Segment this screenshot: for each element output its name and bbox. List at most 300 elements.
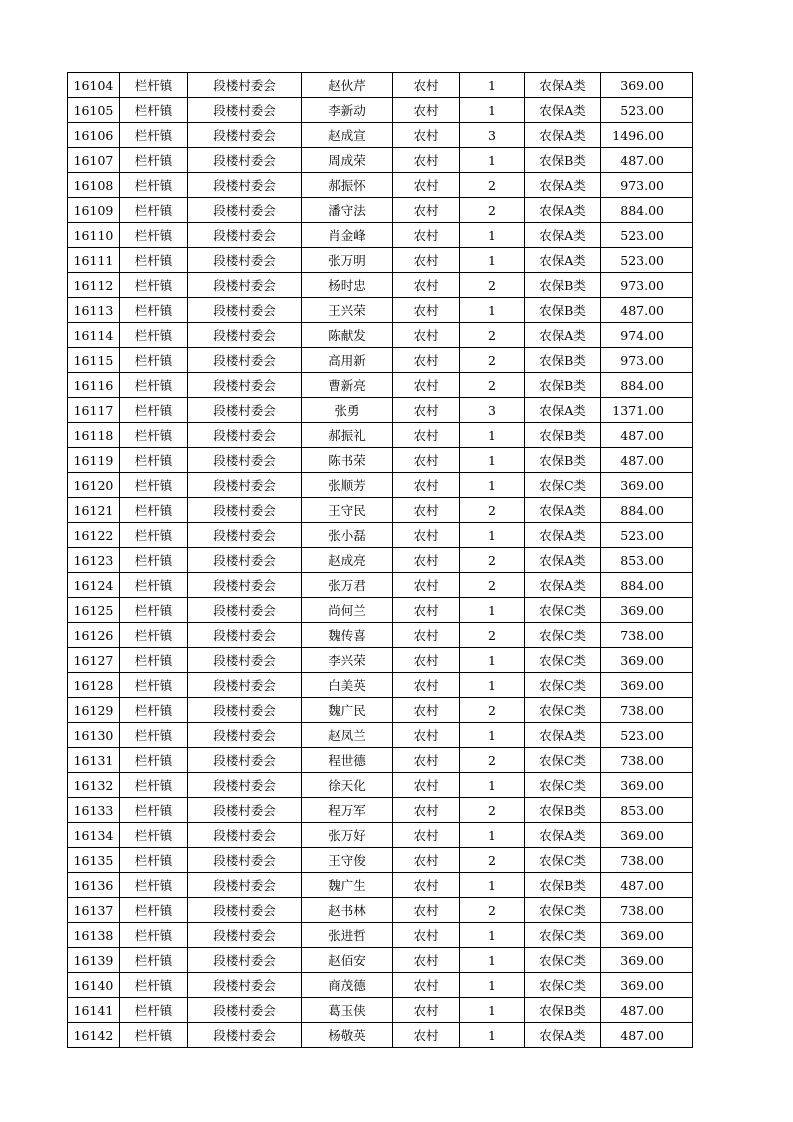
row-id-cell: 16128 — [68, 673, 120, 698]
category-cell: 农保B类 — [525, 148, 601, 173]
category-cell: 农保C类 — [525, 773, 601, 798]
village-cell: 段楼村委会 — [188, 773, 302, 798]
area-cell: 农村 — [393, 373, 460, 398]
table-row — [68, 548, 693, 573]
town-cell: 栏杆镇 — [120, 548, 188, 573]
village-cell: 段楼村委会 — [188, 223, 302, 248]
category-cell: 农保B类 — [525, 873, 601, 898]
count-cell: 1 — [460, 648, 525, 673]
count-cell: 2 — [460, 373, 525, 398]
name-cell: 尚何兰 — [302, 598, 393, 623]
name-cell: 王兴荣 — [302, 298, 393, 323]
category-cell: 农保B类 — [525, 448, 601, 473]
village-cell: 段楼村委会 — [188, 523, 302, 548]
count-cell: 1 — [460, 873, 525, 898]
amount-cell: 523.00 — [601, 248, 693, 273]
town-cell: 栏杆镇 — [120, 498, 188, 523]
village-cell: 段楼村委会 — [188, 548, 302, 573]
count-cell: 1 — [460, 998, 525, 1023]
row-id-cell: 16134 — [68, 823, 120, 848]
category-cell: 农保A类 — [525, 173, 601, 198]
area-cell: 农村 — [393, 873, 460, 898]
village-cell: 段楼村委会 — [188, 848, 302, 873]
category-cell: 农保C类 — [525, 948, 601, 973]
town-cell: 栏杆镇 — [120, 148, 188, 173]
area-cell: 农村 — [393, 448, 460, 473]
row-id-cell: 16139 — [68, 948, 120, 973]
village-cell: 段楼村委会 — [188, 148, 302, 173]
table-row — [68, 598, 693, 623]
row-id-cell: 16133 — [68, 798, 120, 823]
village-cell: 段楼村委会 — [188, 423, 302, 448]
row-id-cell: 16117 — [68, 398, 120, 423]
area-cell: 农村 — [393, 423, 460, 448]
category-cell: 农保B类 — [525, 798, 601, 823]
table-row — [68, 823, 693, 848]
name-cell: 曹新亮 — [302, 373, 393, 398]
table-row — [68, 1023, 693, 1048]
amount-cell: 738.00 — [601, 748, 693, 773]
category-cell: 农保C类 — [525, 898, 601, 923]
area-cell: 农村 — [393, 173, 460, 198]
row-id-cell: 16118 — [68, 423, 120, 448]
count-cell: 1 — [460, 823, 525, 848]
village-cell: 段楼村委会 — [188, 373, 302, 398]
table-row — [68, 748, 693, 773]
data-table — [67, 72, 693, 1048]
village-cell: 段楼村委会 — [188, 298, 302, 323]
area-cell: 农村 — [393, 623, 460, 648]
amount-cell: 853.00 — [601, 548, 693, 573]
amount-cell: 974.00 — [601, 323, 693, 348]
row-id-cell: 16129 — [68, 698, 120, 723]
name-cell: 肖金峰 — [302, 223, 393, 248]
area-cell: 农村 — [393, 98, 460, 123]
village-cell: 段楼村委会 — [188, 98, 302, 123]
count-cell: 1 — [460, 248, 525, 273]
name-cell: 程万军 — [302, 798, 393, 823]
row-id-cell: 16138 — [68, 923, 120, 948]
village-cell: 段楼村委会 — [188, 598, 302, 623]
name-cell: 王守俊 — [302, 848, 393, 873]
area-cell: 农村 — [393, 298, 460, 323]
row-id-cell: 16130 — [68, 723, 120, 748]
amount-cell: 369.00 — [601, 823, 693, 848]
amount-cell: 973.00 — [601, 348, 693, 373]
town-cell: 栏杆镇 — [120, 1023, 188, 1048]
category-cell: 农保A类 — [525, 198, 601, 223]
area-cell: 农村 — [393, 473, 460, 498]
row-id-cell: 16122 — [68, 523, 120, 548]
category-cell: 农保C类 — [525, 623, 601, 648]
count-cell: 2 — [460, 498, 525, 523]
amount-cell: 369.00 — [601, 973, 693, 998]
amount-cell: 487.00 — [601, 298, 693, 323]
table-row — [68, 148, 693, 173]
category-cell: 农保A类 — [525, 823, 601, 848]
amount-cell: 973.00 — [601, 173, 693, 198]
category-cell: 农保A类 — [525, 248, 601, 273]
row-id-cell: 16141 — [68, 998, 120, 1023]
area-cell: 农村 — [393, 273, 460, 298]
name-cell: 魏广民 — [302, 698, 393, 723]
town-cell: 栏杆镇 — [120, 373, 188, 398]
row-id-cell: 16109 — [68, 198, 120, 223]
amount-cell: 487.00 — [601, 998, 693, 1023]
count-cell: 2 — [460, 273, 525, 298]
count-cell: 2 — [460, 198, 525, 223]
amount-cell: 884.00 — [601, 198, 693, 223]
row-id-cell: 16124 — [68, 573, 120, 598]
table-row — [68, 573, 693, 598]
village-cell: 段楼村委会 — [188, 348, 302, 373]
amount-cell: 523.00 — [601, 98, 693, 123]
area-cell: 农村 — [393, 123, 460, 148]
village-cell: 段楼村委会 — [188, 823, 302, 848]
count-cell: 2 — [460, 573, 525, 598]
table-row — [68, 798, 693, 823]
village-cell: 段楼村委会 — [188, 748, 302, 773]
row-id-cell: 16115 — [68, 348, 120, 373]
town-cell: 栏杆镇 — [120, 248, 188, 273]
village-cell: 段楼村委会 — [188, 248, 302, 273]
count-cell: 2 — [460, 348, 525, 373]
row-id-cell: 16113 — [68, 298, 120, 323]
count-cell: 2 — [460, 798, 525, 823]
count-cell: 1 — [460, 773, 525, 798]
category-cell: 农保C类 — [525, 598, 601, 623]
category-cell: 农保A类 — [525, 548, 601, 573]
table-row — [68, 623, 693, 648]
count-cell: 1 — [460, 448, 525, 473]
village-cell: 段楼村委会 — [188, 473, 302, 498]
village-cell: 段楼村委会 — [188, 673, 302, 698]
table-row — [68, 298, 693, 323]
village-cell: 段楼村委会 — [188, 123, 302, 148]
village-cell: 段楼村委会 — [188, 1023, 302, 1048]
name-cell: 潘守法 — [302, 198, 393, 223]
village-cell: 段楼村委会 — [188, 898, 302, 923]
area-cell: 农村 — [393, 773, 460, 798]
row-id-cell: 16132 — [68, 773, 120, 798]
area-cell: 农村 — [393, 148, 460, 173]
area-cell: 农村 — [393, 973, 460, 998]
area-cell: 农村 — [393, 523, 460, 548]
table-row — [68, 273, 693, 298]
town-cell: 栏杆镇 — [120, 623, 188, 648]
category-cell: 农保C类 — [525, 698, 601, 723]
amount-cell: 738.00 — [601, 698, 693, 723]
town-cell: 栏杆镇 — [120, 798, 188, 823]
town-cell: 栏杆镇 — [120, 923, 188, 948]
category-cell: 农保B类 — [525, 273, 601, 298]
amount-cell: 973.00 — [601, 273, 693, 298]
town-cell: 栏杆镇 — [120, 198, 188, 223]
amount-cell: 369.00 — [601, 673, 693, 698]
name-cell: 赵成宣 — [302, 123, 393, 148]
count-cell: 1 — [460, 973, 525, 998]
table-row — [68, 398, 693, 423]
count-cell: 2 — [460, 323, 525, 348]
category-cell: 农保C类 — [525, 923, 601, 948]
row-id-cell: 16104 — [68, 73, 120, 98]
town-cell: 栏杆镇 — [120, 73, 188, 98]
table-row — [68, 173, 693, 198]
area-cell: 农村 — [393, 598, 460, 623]
name-cell: 周成荣 — [302, 148, 393, 173]
category-cell: 农保B类 — [525, 298, 601, 323]
town-cell: 栏杆镇 — [120, 98, 188, 123]
amount-cell: 523.00 — [601, 723, 693, 748]
area-cell: 农村 — [393, 998, 460, 1023]
area-cell: 农村 — [393, 1023, 460, 1048]
town-cell: 栏杆镇 — [120, 173, 188, 198]
town-cell: 栏杆镇 — [120, 973, 188, 998]
name-cell: 赵成亮 — [302, 548, 393, 573]
table-row — [68, 123, 693, 148]
category-cell: 农保A类 — [525, 73, 601, 98]
count-cell: 1 — [460, 298, 525, 323]
village-cell: 段楼村委会 — [188, 498, 302, 523]
area-cell: 农村 — [393, 698, 460, 723]
row-id-cell: 16121 — [68, 498, 120, 523]
area-cell: 农村 — [393, 348, 460, 373]
amount-cell: 738.00 — [601, 848, 693, 873]
village-cell: 段楼村委会 — [188, 698, 302, 723]
amount-cell: 523.00 — [601, 223, 693, 248]
name-cell: 张进哲 — [302, 923, 393, 948]
table-row — [68, 223, 693, 248]
name-cell: 赵佰安 — [302, 948, 393, 973]
town-cell: 栏杆镇 — [120, 573, 188, 598]
town-cell: 栏杆镇 — [120, 848, 188, 873]
row-id-cell: 16126 — [68, 623, 120, 648]
category-cell: 农保C类 — [525, 473, 601, 498]
category-cell: 农保A类 — [525, 498, 601, 523]
row-id-cell: 16123 — [68, 548, 120, 573]
amount-cell: 487.00 — [601, 448, 693, 473]
village-cell: 段楼村委会 — [188, 948, 302, 973]
town-cell: 栏杆镇 — [120, 873, 188, 898]
table-row — [68, 948, 693, 973]
name-cell: 杨时忠 — [302, 273, 393, 298]
table-row — [68, 73, 693, 98]
row-id-cell: 16120 — [68, 473, 120, 498]
count-cell: 1 — [460, 223, 525, 248]
village-cell: 段楼村委会 — [188, 648, 302, 673]
town-cell: 栏杆镇 — [120, 473, 188, 498]
area-cell: 农村 — [393, 898, 460, 923]
village-cell: 段楼村委会 — [188, 973, 302, 998]
amount-cell: 369.00 — [601, 773, 693, 798]
village-cell: 段楼村委会 — [188, 923, 302, 948]
count-cell: 1 — [460, 523, 525, 548]
name-cell: 李新动 — [302, 98, 393, 123]
name-cell: 李兴荣 — [302, 648, 393, 673]
name-cell: 赵伙芹 — [302, 73, 393, 98]
amount-cell: 738.00 — [601, 623, 693, 648]
town-cell: 栏杆镇 — [120, 773, 188, 798]
village-cell: 段楼村委会 — [188, 448, 302, 473]
table-row — [68, 698, 693, 723]
amount-cell: 884.00 — [601, 373, 693, 398]
row-id-cell: 16142 — [68, 1023, 120, 1048]
amount-cell: 884.00 — [601, 498, 693, 523]
count-cell: 2 — [460, 623, 525, 648]
count-cell: 1 — [460, 723, 525, 748]
town-cell: 栏杆镇 — [120, 323, 188, 348]
category-cell: 农保A类 — [525, 723, 601, 748]
category-cell: 农保B类 — [525, 998, 601, 1023]
row-id-cell: 16108 — [68, 173, 120, 198]
table-row — [68, 348, 693, 373]
category-cell: 农保C类 — [525, 648, 601, 673]
area-cell: 农村 — [393, 748, 460, 773]
town-cell: 栏杆镇 — [120, 223, 188, 248]
table-row — [68, 498, 693, 523]
village-cell: 段楼村委会 — [188, 723, 302, 748]
village-cell: 段楼村委会 — [188, 323, 302, 348]
name-cell: 程世德 — [302, 748, 393, 773]
category-cell: 农保A类 — [525, 98, 601, 123]
table-row — [68, 98, 693, 123]
town-cell: 栏杆镇 — [120, 398, 188, 423]
town-cell: 栏杆镇 — [120, 523, 188, 548]
table-row — [68, 373, 693, 398]
table-row — [68, 198, 693, 223]
row-id-cell: 16137 — [68, 898, 120, 923]
table-row — [68, 848, 693, 873]
name-cell: 陈书荣 — [302, 448, 393, 473]
category-cell: 农保A类 — [525, 323, 601, 348]
row-id-cell: 16136 — [68, 873, 120, 898]
table-row — [68, 673, 693, 698]
count-cell: 1 — [460, 148, 525, 173]
row-id-cell: 16119 — [68, 448, 120, 473]
name-cell: 赵书林 — [302, 898, 393, 923]
count-cell: 1 — [460, 673, 525, 698]
area-cell: 农村 — [393, 923, 460, 948]
village-cell: 段楼村委会 — [188, 273, 302, 298]
town-cell: 栏杆镇 — [120, 898, 188, 923]
count-cell: 1 — [460, 598, 525, 623]
area-cell: 农村 — [393, 548, 460, 573]
count-cell: 2 — [460, 748, 525, 773]
category-cell: 农保B类 — [525, 348, 601, 373]
count-cell: 1 — [460, 73, 525, 98]
count-cell: 3 — [460, 398, 525, 423]
town-cell: 栏杆镇 — [120, 123, 188, 148]
count-cell: 1 — [460, 1023, 525, 1048]
name-cell: 葛玉侠 — [302, 998, 393, 1023]
category-cell: 农保C类 — [525, 673, 601, 698]
area-cell: 农村 — [393, 673, 460, 698]
row-id-cell: 16106 — [68, 123, 120, 148]
area-cell: 农村 — [393, 398, 460, 423]
area-cell: 农村 — [393, 223, 460, 248]
area-cell: 农村 — [393, 498, 460, 523]
table-row — [68, 723, 693, 748]
village-cell: 段楼村委会 — [188, 798, 302, 823]
town-cell: 栏杆镇 — [120, 298, 188, 323]
row-id-cell: 16107 — [68, 148, 120, 173]
amount-cell: 487.00 — [601, 873, 693, 898]
count-cell: 1 — [460, 923, 525, 948]
town-cell: 栏杆镇 — [120, 348, 188, 373]
area-cell: 农村 — [393, 848, 460, 873]
row-id-cell: 16112 — [68, 273, 120, 298]
name-cell: 赵凤兰 — [302, 723, 393, 748]
table-row — [68, 423, 693, 448]
table-row — [68, 448, 693, 473]
category-cell: 农保B类 — [525, 373, 601, 398]
row-id-cell: 16110 — [68, 223, 120, 248]
amount-cell: 487.00 — [601, 423, 693, 448]
count-cell: 2 — [460, 898, 525, 923]
amount-cell: 369.00 — [601, 648, 693, 673]
count-cell: 3 — [460, 123, 525, 148]
amount-cell: 1371.00 — [601, 398, 693, 423]
amount-cell: 853.00 — [601, 798, 693, 823]
table-row — [68, 523, 693, 548]
name-cell: 王守民 — [302, 498, 393, 523]
area-cell: 农村 — [393, 798, 460, 823]
row-id-cell: 16105 — [68, 98, 120, 123]
amount-cell: 1496.00 — [601, 123, 693, 148]
area-cell: 农村 — [393, 573, 460, 598]
table-row — [68, 773, 693, 798]
count-cell: 2 — [460, 848, 525, 873]
name-cell: 郝振怀 — [302, 173, 393, 198]
row-id-cell: 16135 — [68, 848, 120, 873]
village-cell: 段楼村委会 — [188, 73, 302, 98]
name-cell: 张顺芳 — [302, 473, 393, 498]
name-cell: 张勇 — [302, 398, 393, 423]
table-row — [68, 998, 693, 1023]
row-id-cell: 16111 — [68, 248, 120, 273]
row-id-cell: 16140 — [68, 973, 120, 998]
name-cell: 陈献发 — [302, 323, 393, 348]
category-cell: 农保B类 — [525, 423, 601, 448]
town-cell: 栏杆镇 — [120, 723, 188, 748]
category-cell: 农保A类 — [525, 1023, 601, 1048]
category-cell: 农保A类 — [525, 223, 601, 248]
area-cell: 农村 — [393, 948, 460, 973]
category-cell: 农保C类 — [525, 973, 601, 998]
village-cell: 段楼村委会 — [188, 998, 302, 1023]
category-cell: 农保C类 — [525, 748, 601, 773]
category-cell: 农保C类 — [525, 848, 601, 873]
area-cell: 农村 — [393, 73, 460, 98]
amount-cell: 487.00 — [601, 148, 693, 173]
count-cell: 2 — [460, 548, 525, 573]
amount-cell: 369.00 — [601, 923, 693, 948]
town-cell: 栏杆镇 — [120, 648, 188, 673]
amount-cell: 487.00 — [601, 1023, 693, 1048]
table-row — [68, 248, 693, 273]
count-cell: 1 — [460, 98, 525, 123]
town-cell: 栏杆镇 — [120, 998, 188, 1023]
count-cell: 1 — [460, 948, 525, 973]
town-cell: 栏杆镇 — [120, 698, 188, 723]
name-cell: 高用新 — [302, 348, 393, 373]
town-cell: 栏杆镇 — [120, 423, 188, 448]
name-cell: 魏广生 — [302, 873, 393, 898]
village-cell: 段楼村委会 — [188, 873, 302, 898]
amount-cell: 884.00 — [601, 573, 693, 598]
town-cell: 栏杆镇 — [120, 448, 188, 473]
table-row — [68, 923, 693, 948]
